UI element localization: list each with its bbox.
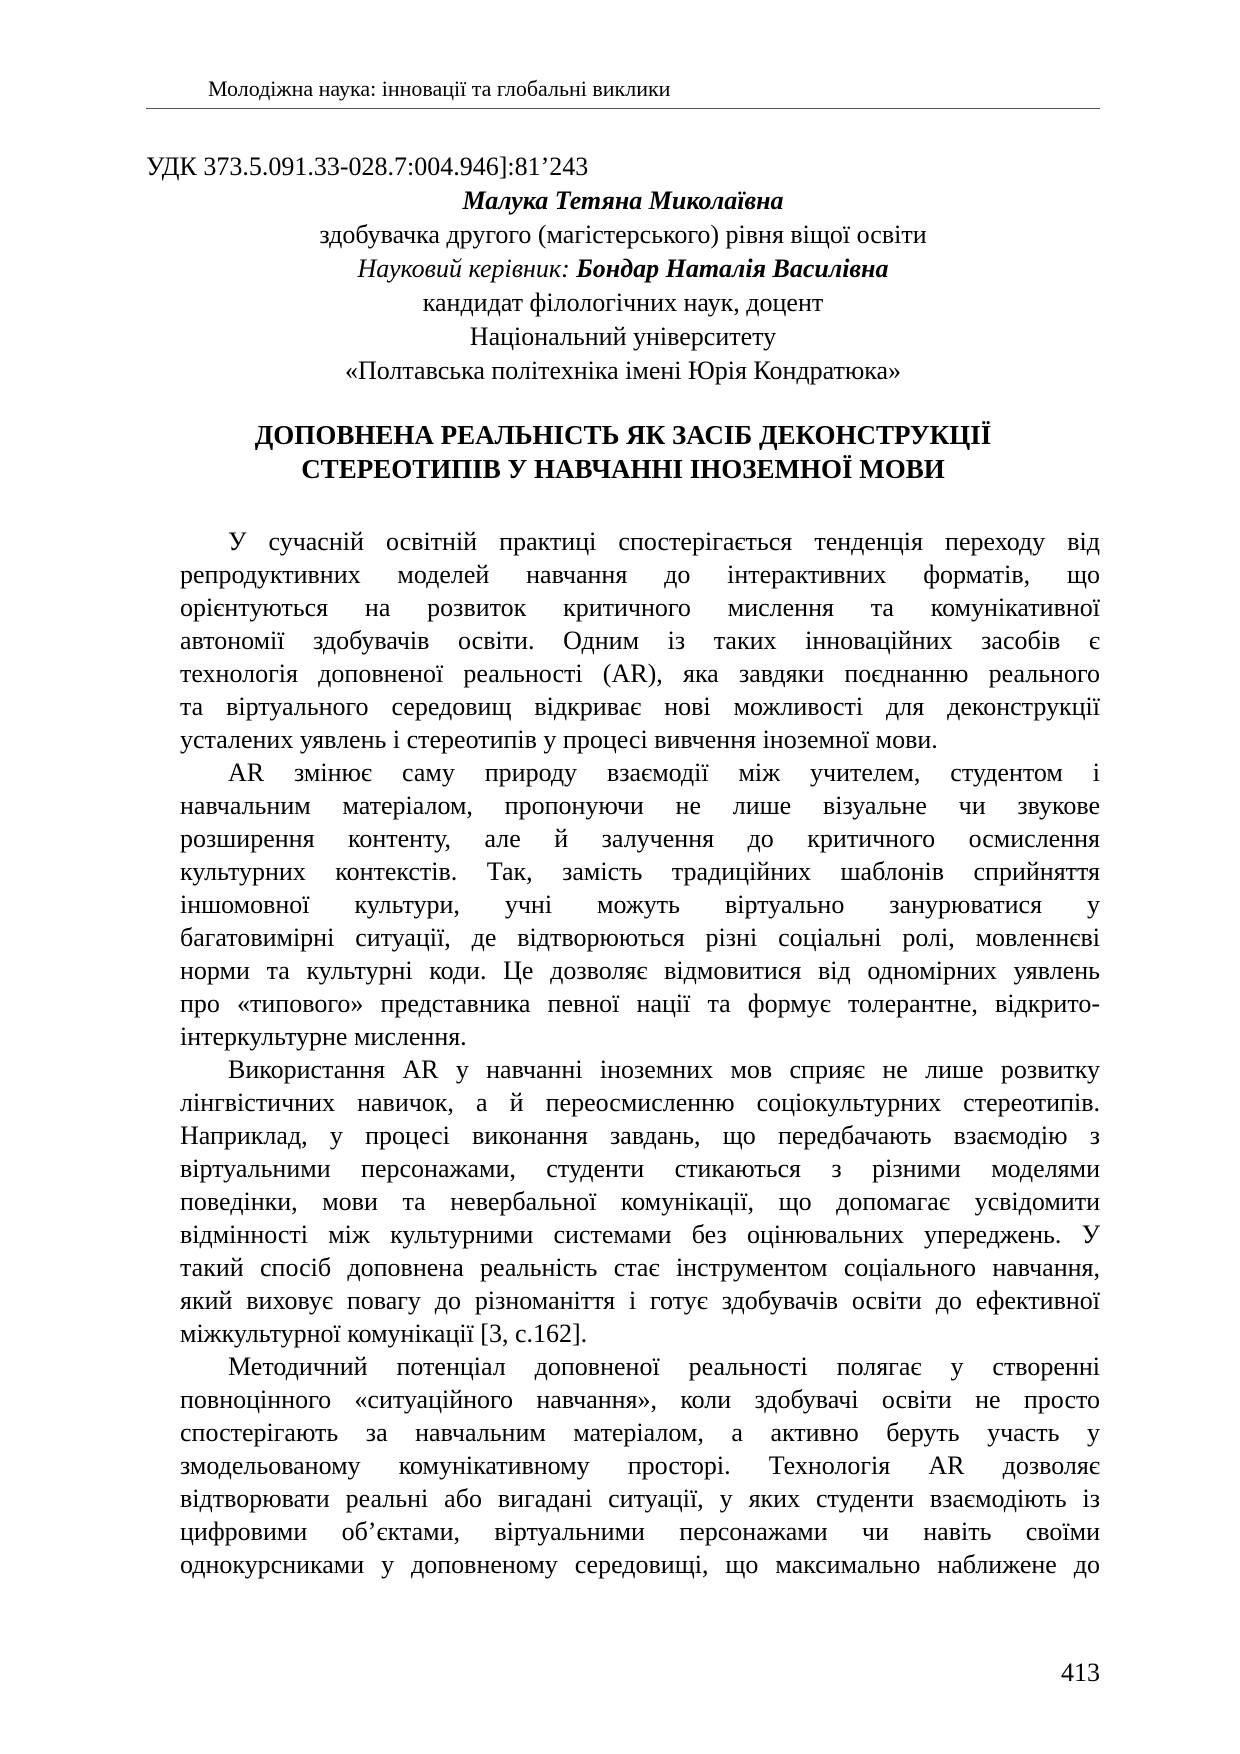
text-line: У сучасній освітній практиці спостерігається тенденція переходу від — [228, 527, 1100, 556]
paragraph — [180, 1350, 1100, 1581]
paragraph — [180, 756, 1100, 1053]
udc-code: УДК 373.5.091.33-028.7:004.946]:81’243 — [146, 152, 589, 181]
article-body — [180, 525, 1100, 1581]
supervisor-line — [146, 252, 1100, 286]
author-block — [146, 184, 1100, 388]
author-name: Малука Тетяна Миколаївна — [462, 186, 784, 215]
text-line: лінгвістичних навичок, а й переосмисленню соціокультурних стереотипів. — [180, 1088, 1100, 1117]
text-line: Використання AR у навчанні іноземних мов сприяє не лише розвитку — [228, 1055, 1100, 1084]
text-line: орієнтуються на розвиток критичного мислення та комунікативної — [180, 593, 1100, 622]
text-line: спостерігають за навчальним матеріалом, а активно беруть участь у — [180, 1418, 1100, 1447]
text-line: технологія доповненої реальності (AR), яка завдяки поєднанню реального — [180, 659, 1100, 688]
text-line: відмінності між культурними системами без оцінювальних упереджень. У — [180, 1220, 1100, 1249]
text-line: розширення контенту, але й залучення до критичного осмислення — [180, 824, 1100, 853]
text-line: багатовимірні ситуації, де відтворюються різні соціальні ролі, мовленнєві — [180, 923, 1100, 952]
text-line: AR змінює саму природу взаємодії між учителем, студентом і — [228, 758, 1100, 787]
text-line: віртуальними персонажами, студенти стикаються з різними моделями — [180, 1154, 1100, 1183]
institution-line-2: «Полтавська політехніка імені Юрія Кондратюка» — [344, 356, 902, 385]
paragraph — [180, 525, 1100, 756]
text-line: автономії здобувачів освіти. Одним із таких інноваційних засобів є — [180, 626, 1100, 655]
institution-line-1: Національний університету — [469, 322, 777, 351]
text-line: міжкультурної комунікації [3, с.162]. — [180, 1319, 588, 1348]
text-line: повноцінного «ситуаційного навчання», коли здобувачі освіти не просто — [180, 1385, 1100, 1414]
paragraph — [180, 1053, 1100, 1350]
text-line: норми та культурні коди. Це дозволяє відмовитися від одномірних уявлень — [180, 956, 1100, 985]
text-line: який виховує повагу до різноманіття і готує здобувачів освіти до ефективної — [180, 1286, 1100, 1315]
text-line: змодельованому комунікативному просторі. Технологія AR дозволяє — [180, 1451, 1100, 1480]
text-line: цифровими об’єктами, віртуальними персонажами чи навіть своїми — [180, 1517, 1100, 1546]
author-status: здобувачка другого (магістерського) рівня віщої освіти — [319, 220, 927, 249]
text-line: Наприклад, у процесі виконання завдань, що передбачають взаємодію з — [180, 1121, 1100, 1150]
header-divider — [146, 108, 1100, 109]
text-line: іншомовної культури, учні можуть віртуально занурюватися у — [180, 890, 1100, 919]
text-line: Методичний потенціал доповненої реальності полягає у створенні — [228, 1352, 1100, 1381]
page-number: 413 — [1061, 1658, 1100, 1687]
supervisor-label: Науковий керівник: — [357, 254, 577, 283]
text-line: та віртуального середовищ відкриває нові можливості для деконструкції — [180, 692, 1100, 721]
text-line: репродуктивних моделей навчання до інтерактивних форматів, що — [180, 560, 1100, 589]
supervisor-name: Бондар Наталія Василівна — [576, 254, 889, 283]
supervisor-degree: кандидат філологічних наук, доцент — [422, 288, 824, 317]
text-line: інтеркультурне мислення. — [180, 1022, 467, 1051]
title-line-2: СТЕРЕОТИПІВ У НАВЧАННІ ІНОЗЕМНОЇ МОВИ — [301, 454, 945, 484]
text-line: про «типового» представника певної нації та формує толерантне, відкрито- — [180, 989, 1100, 1018]
text-line: усталених уявлень і стереотипів у процесі вивчення іноземної мови. — [180, 725, 938, 754]
text-line: однокурсниками у доповненому середовищі, що максимально наближене до — [180, 1550, 1100, 1579]
text-line: відтворювати реальні або вигадані ситуації, у яких студенти взаємодіють із — [180, 1484, 1100, 1513]
running-header: Молодіжна наука: інновації та глобальні виклики — [208, 76, 671, 101]
text-line: навчальним матеріалом, пропонуючи не лише візуальне чи звукове — [180, 791, 1100, 820]
text-line: такий спосіб доповнена реальність стає інструментом соціального навчання, — [180, 1253, 1100, 1282]
article-title — [146, 418, 1100, 486]
text-line: поведінки, мови та невербальної комунікації, що допомагає усвідомити — [180, 1187, 1100, 1216]
text-line: культурних контекстів. Так, замість традиційних шаблонів сприйняття — [180, 857, 1100, 886]
title-line-1: ДОПОВНЕНА РЕАЛЬНІСТЬ ЯК ЗАСІБ ДЕКОНСТРУКЦІЇ — [254, 420, 992, 450]
